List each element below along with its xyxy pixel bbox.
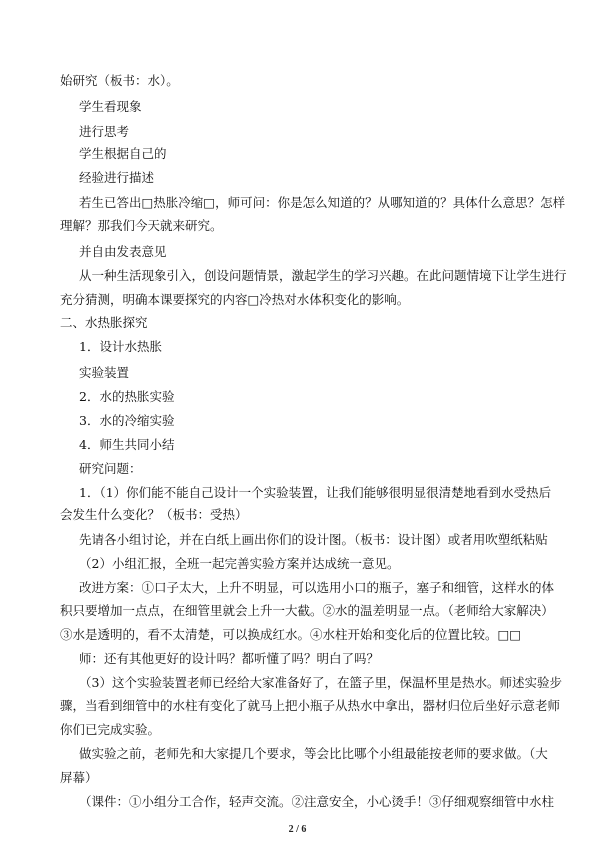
page-number: 2 / 6: [288, 824, 307, 835]
text-line: 3．水的冷缩实验: [79, 413, 175, 428]
section-heading: 二、水热胀探究: [60, 315, 148, 330]
text-line: 学生看现象: [79, 99, 142, 114]
text-line: 并自由发表意见: [79, 244, 167, 259]
text-line: 学生根据自己的: [79, 146, 167, 161]
text-line: 积只要增加一点点，在细管里就会上升一大截。②水的温差明显一点。（老师给大家解决）: [60, 603, 554, 618]
text-line: 你们已完成实验。: [60, 722, 161, 737]
text-line: 会发生什么变化？（板书：受热）: [60, 507, 248, 522]
text-line: 2．水的热胀实验: [79, 389, 175, 404]
text-line: 先请各小组讨论，并在白纸上画出你们的设计图。（板书：设计图）或者用吹塑纸粘贴: [79, 532, 548, 547]
text-line: （3）这个实验装置老师已经给大家准备好了，在篮子里，保温杯里是热水。师述实验步: [79, 675, 562, 690]
text-line: 若生已答出□热胀冷缩□，师可问：你是怎么知道的？从哪知道的？具体什么意思？怎样: [79, 195, 566, 210]
text-line: 实验装置: [79, 365, 130, 380]
text-line: ③水是透明的，看不太清楚，可以换成红水。④水柱开始和变化后的位置比较。□□: [60, 627, 522, 642]
text-line: 师：还有其他更好的设计吗？都听懂了吗？明白了吗？: [79, 651, 380, 666]
text-line: 理解？那我们今天就来研究。: [60, 218, 223, 233]
text-line: 1．（1）你们能不能自己设计一个实验装置，让我们能够很明显很清楚地看到水受热后: [79, 485, 552, 500]
text-line: （2）小组汇报，全班一起完善实验方案并达成统一意见。: [79, 556, 400, 571]
text-line: 始研究（板书：水）。: [60, 73, 179, 88]
text-line: 屏幕）: [60, 770, 98, 785]
text-line: 做实验之前，老师先和大家提几个要求，等会比比哪个小组最能按老师的要求做。（大: [79, 746, 548, 761]
text-line: 1．设计水热胀: [79, 339, 162, 354]
text-line: 4．师生共同小结: [79, 437, 175, 452]
text-line: 经验进行描述: [79, 170, 155, 185]
text-line: 充分猜测，明确本课要探究的内容□冷热对水体积变化的影响。: [60, 292, 410, 307]
text-line: 骤，当看到细管中的水柱有变化了就马上把小瓶子从热水中拿出，器材归位后坐好示意老师: [60, 698, 561, 713]
text-line: （课件：①小组分工合作，轻声交流。②注意安全，小心烫手！③仔细观察细管中水柱: [79, 794, 555, 809]
text-line: 改进方案：①口子太大，上升不明显，可以选用小口的瓶子，塞子和细管，这样水的体: [79, 580, 555, 595]
text-line: 从一种生活现象引入，创设问题情景，激起学生的学习兴趣。在此问题情境下让学生进行: [79, 268, 567, 283]
text-line: 研究问题：: [79, 461, 142, 476]
text-line: 进行思考: [79, 124, 130, 139]
